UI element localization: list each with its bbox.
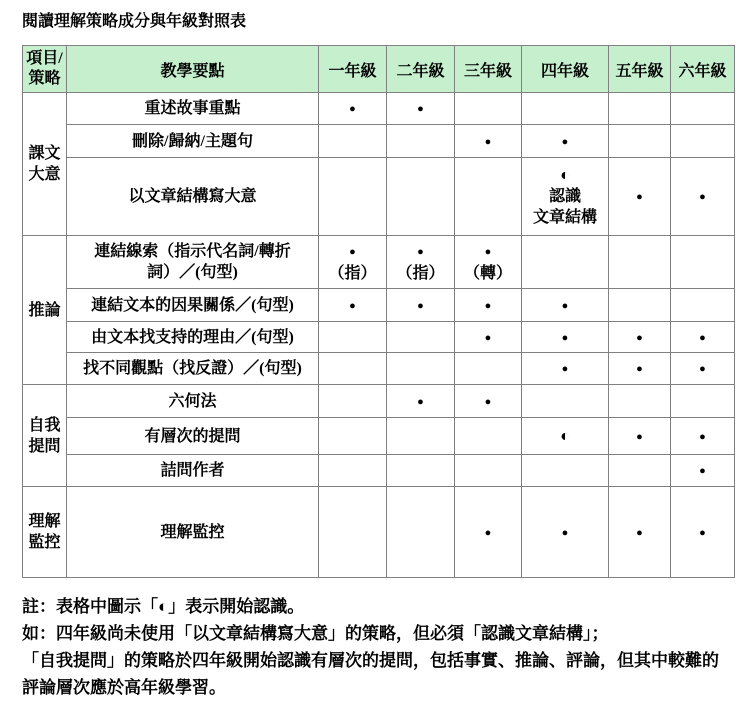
grade-cell <box>671 322 735 353</box>
grade-cell <box>522 322 609 353</box>
dot-marker: ● <box>417 103 424 115</box>
dot-marker: ● <box>561 135 569 148</box>
dot-marker: ● <box>636 363 643 375</box>
grade-cell-begin-structure: ◐ 認識 文章結構 <box>522 158 609 236</box>
table-row <box>23 158 735 236</box>
grade-cell <box>455 353 522 385</box>
dot-marker: ● <box>699 331 706 344</box>
teaching-point: 詰問作者 <box>67 455 319 487</box>
grade-cell <box>387 158 455 236</box>
grade-cell <box>455 322 522 353</box>
teaching-point: 以文章結構寫大意 <box>67 158 319 236</box>
grade-cell <box>319 385 387 418</box>
grade-cell <box>522 385 609 418</box>
grade-cell <box>609 322 671 353</box>
grade-cell <box>455 125 522 158</box>
grade-cell <box>671 93 735 125</box>
dot-marker: ● <box>484 246 492 258</box>
teaching-point: 連結線索（指示代名詞/轉折 詞）／(句型) <box>67 236 319 289</box>
grade-cell <box>671 385 735 418</box>
header-grade-6: 六年級 <box>671 46 735 93</box>
grade-cell <box>455 158 522 236</box>
dot-marker: ● <box>561 299 569 312</box>
grade-cell <box>319 455 387 487</box>
header-grade-5: 五年級 <box>609 46 671 93</box>
header-grade-3: 三年級 <box>455 46 522 93</box>
dot-marker: ● <box>561 331 569 344</box>
dot-marker: ● <box>484 331 492 344</box>
grade-cell <box>609 353 671 385</box>
grade-cell <box>671 125 735 158</box>
begin-recognition-icon: ◐ <box>560 167 570 184</box>
note-example-1: 如：四年級尚未使用「以文章結構寫大意」的策略，但必須「認識文章結構」； <box>22 624 609 643</box>
teaching-point: 由文本找支持的理由／(句型) <box>67 322 319 353</box>
grade-cell <box>671 236 735 289</box>
page <box>0 8 753 701</box>
grade-cell <box>671 487 735 578</box>
grade-cell <box>455 455 522 487</box>
table-row <box>23 353 735 385</box>
table-row <box>23 289 735 322</box>
page-title: 閱讀理解策略成分與年級對照表 <box>22 13 247 30</box>
grade-cell <box>319 158 387 236</box>
grade-cell <box>387 418 455 455</box>
dot-marker: ● <box>417 246 424 258</box>
dot-marker: ● <box>636 331 643 344</box>
grade-cell <box>522 487 609 578</box>
grade-cell <box>319 487 387 578</box>
grade-cell <box>319 353 387 385</box>
grade-cell <box>609 289 671 322</box>
table-row <box>23 322 735 353</box>
grade-cell <box>609 125 671 158</box>
teaching-point: 六何法 <box>67 385 319 418</box>
teaching-point: 刪除/歸納/主題句 <box>67 125 319 158</box>
header-grade-1: 一年級 <box>319 46 387 93</box>
note-legend: 註：表格中圖示「◐」表示開始認識。 <box>22 597 305 616</box>
grade-cell <box>319 322 387 353</box>
table-row <box>23 455 735 487</box>
header-grade-4: 四年級 <box>522 46 609 93</box>
grade-cell <box>387 93 455 125</box>
dot-marker: ● <box>636 430 643 443</box>
grade-cell: ● （指） <box>319 236 387 289</box>
dot-marker: ● <box>699 363 706 375</box>
table-row <box>23 385 735 418</box>
grade-cell <box>609 93 671 125</box>
dot-marker: ● <box>417 299 424 312</box>
dot-marker: ● <box>699 430 706 443</box>
teaching-point: 有層次的提問 <box>67 418 319 455</box>
grade-cell <box>609 455 671 487</box>
grade-cell <box>455 418 522 455</box>
grade-cell <box>522 125 609 158</box>
grade-cell <box>387 125 455 158</box>
grade-cell <box>671 418 735 455</box>
grade-cell <box>609 158 671 236</box>
dot-marker: ● <box>349 246 356 258</box>
group-label-comprehension-monitoring: 理解 監控 <box>23 487 67 578</box>
note-example-2: 「自我提問」的策略於四年級開始認識有層次的提問，包括事實、推論、評論，但其中較難的評論層次應於高年級學習。 <box>22 651 719 697</box>
grade-cell <box>671 289 735 322</box>
begin-recognition-icon: ◐ <box>560 427 570 445</box>
grade-cell: ● （轉） <box>455 236 522 289</box>
group-label-self-questioning: 自我 提問 <box>23 385 67 487</box>
group-label-text-gist: 課文 大意 <box>23 93 67 236</box>
grade-cell <box>387 455 455 487</box>
grade-cell <box>319 93 387 125</box>
grade-cell <box>671 455 735 487</box>
grade-cell <box>319 289 387 322</box>
table-row <box>23 125 735 158</box>
strategy-grade-table <box>22 45 735 578</box>
group-label-inference: 推論 <box>23 236 67 385</box>
grade-cell <box>609 236 671 289</box>
grade-cell <box>455 93 522 125</box>
table-row <box>23 93 735 125</box>
grade-cell <box>609 487 671 578</box>
grade-cell <box>671 353 735 385</box>
grade-cell <box>609 385 671 418</box>
grade-cell: ● （指） <box>387 236 455 289</box>
grade-cell <box>522 236 609 289</box>
grade-cell-begin-levels <box>522 418 609 455</box>
dot-marker: ● <box>484 526 492 539</box>
table-row <box>23 236 735 289</box>
dot-marker: ● <box>349 103 356 115</box>
header-item-strategy: 項目/ 策略 <box>23 46 67 93</box>
teaching-point: 重述故事重點 <box>67 93 319 125</box>
header-teaching-points: 教學要點 <box>67 46 319 93</box>
grade-cell <box>387 322 455 353</box>
dot-marker: ● <box>417 395 424 408</box>
grade-cell <box>387 385 455 418</box>
grade-cell <box>522 455 609 487</box>
dot-marker: ● <box>699 526 706 539</box>
teaching-point: 理解監控 <box>67 487 319 578</box>
grade-cell <box>522 93 609 125</box>
teaching-point: 找不同觀點（找反證）／(句型) <box>67 353 319 385</box>
grade-cell <box>455 487 522 578</box>
grade-cell <box>387 487 455 578</box>
dot-marker: ● <box>349 299 356 312</box>
dot-marker: ● <box>699 191 706 203</box>
grade-cell <box>609 418 671 455</box>
dot-marker: ● <box>699 465 706 477</box>
table-row <box>23 418 735 455</box>
dot-marker: ● <box>561 526 569 539</box>
dot-marker: ● <box>561 363 569 375</box>
grade-cell <box>387 353 455 385</box>
header-row <box>23 46 735 93</box>
dot-marker: ● <box>484 135 492 148</box>
header-grade-2: 二年級 <box>387 46 455 93</box>
grade-cell <box>319 125 387 158</box>
teaching-point: 連結文本的因果關係／(句型) <box>67 289 319 322</box>
grade-cell <box>522 353 609 385</box>
grade-cell <box>522 289 609 322</box>
grade-cell <box>387 289 455 322</box>
dot-marker: ● <box>484 395 492 408</box>
dot-marker: ● <box>636 526 643 539</box>
grade-cell <box>671 158 735 236</box>
table-row <box>23 487 735 578</box>
dot-marker: ● <box>636 191 643 203</box>
grade-cell <box>455 385 522 418</box>
footnotes <box>22 593 734 701</box>
grade-cell <box>455 289 522 322</box>
dot-marker: ● <box>484 299 492 312</box>
grade-cell <box>319 418 387 455</box>
